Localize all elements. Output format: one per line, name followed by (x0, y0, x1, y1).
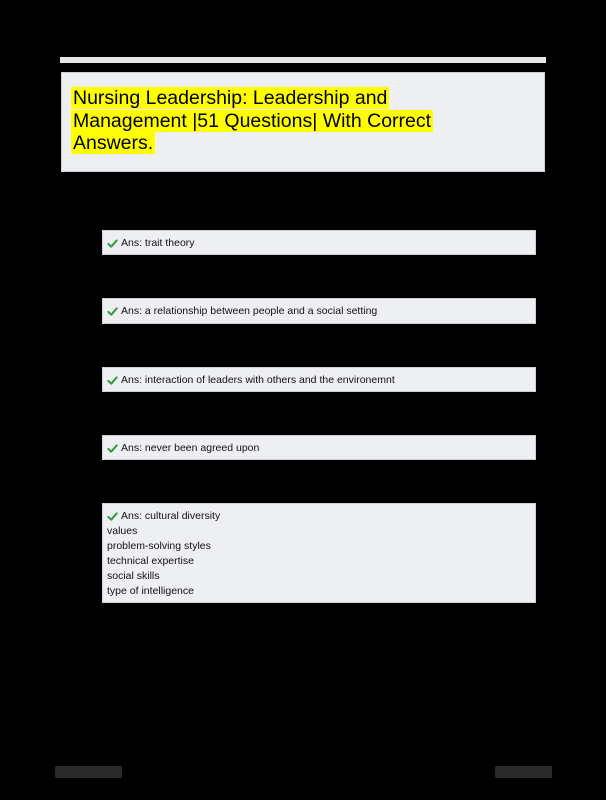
answer-extra-line: social skills (107, 570, 160, 582)
answer-extra-line: problem-solving styles (107, 540, 211, 552)
check-icon (107, 375, 118, 386)
answer-text: Ans: cultural diversity (121, 510, 221, 522)
answer-line (107, 373, 531, 388)
answer-box (102, 367, 536, 392)
answer-box (102, 230, 536, 255)
check-icon (107, 511, 118, 522)
check-icon (107, 306, 118, 317)
answer-line (107, 236, 531, 251)
document-title (71, 87, 491, 155)
footer-right-redacted (495, 766, 552, 778)
answer-line (107, 509, 531, 524)
answer-extra-line: values (107, 525, 138, 537)
check-icon (107, 238, 118, 249)
answer-box (102, 435, 536, 460)
answer-text: Ans: a relationship between people and a social setting (121, 305, 378, 317)
check-icon (107, 443, 118, 454)
header-rule (60, 57, 546, 63)
title-box (61, 72, 545, 172)
answer-line (107, 441, 531, 456)
answer-text: Ans: interaction of leaders with others and the environemnt (121, 374, 395, 386)
document-title-text: Nursing Leadership: Leadership and Management |51 Questions| With Correct Answers. (73, 87, 432, 154)
answer-line (107, 304, 531, 319)
answer-text: Ans: trait theory (121, 237, 195, 249)
footer-left-redacted (55, 766, 122, 778)
answer-box (102, 503, 536, 603)
answer-text: Ans: never been agreed upon (121, 442, 260, 454)
answer-extra-line: type of intelligence (107, 585, 194, 597)
answer-box (102, 298, 536, 324)
answer-extra-line: technical expertise (107, 555, 194, 567)
